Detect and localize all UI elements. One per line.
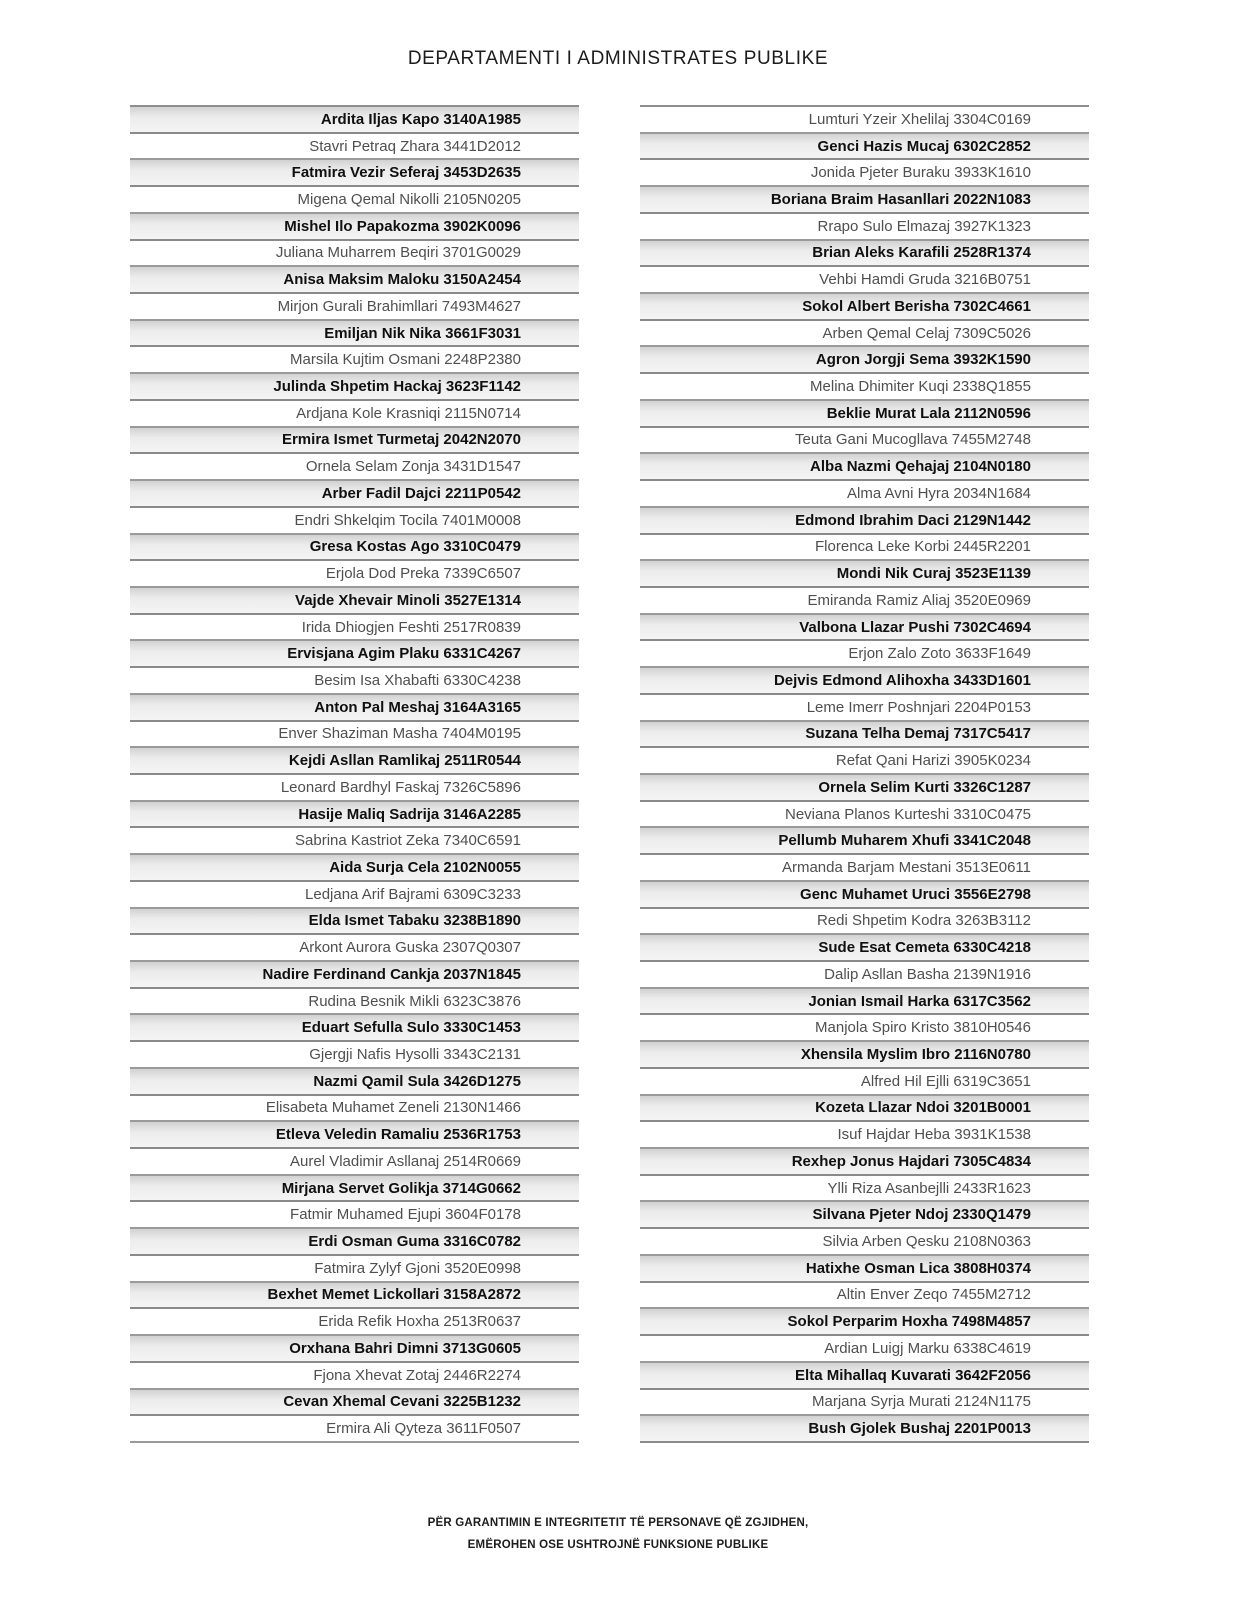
list-item: Anton Pal Meshaj 3164A3165: [130, 695, 579, 722]
list-item: Hasije Maliq Sadrija 3146A2285: [130, 802, 579, 829]
list-item: Anisa Maksim Maloku 3150A2454: [130, 267, 579, 294]
list-item: Redi Shpetim Kodra 3263B3112: [640, 909, 1089, 936]
list-item: Altin Enver Zeqo 7455M2712: [640, 1283, 1089, 1310]
list-item: Juliana Muharrem Beqiri 3701G0029: [130, 241, 579, 268]
name-list-column-left: [130, 105, 579, 1443]
list-item: Emiljan Nik Nika 3661F3031: [130, 321, 579, 348]
list-item: Hatixhe Osman Lica 3808H0374: [640, 1256, 1089, 1283]
list-item: Kozeta Llazar Ndoi 3201B0001: [640, 1096, 1089, 1123]
list-item: Sokol Albert Berisha 7302C4661: [640, 294, 1089, 321]
list-item: Erida Refik Hoxha 2513R0637: [130, 1309, 579, 1336]
footer-line-1: PËR GARANTIMIN E INTEGRITETIT TË PERSONAVE QË ZGJIDHEN,: [427, 1517, 809, 1529]
list-item: Fatmir Muhamed Ejupi 3604F0178: [130, 1202, 579, 1229]
list-item: Refat Qani Harizi 3905K0234: [640, 748, 1089, 775]
list-item: Vajde Xhevair Minoli 3527E1314: [130, 588, 579, 615]
list-item: Lumturi Yzeir Xhelilaj 3304C0169: [640, 107, 1089, 134]
list-item: Genc Muhamet Uruci 3556E2798: [640, 882, 1089, 909]
list-item: Elisabeta Muhamet Zeneli 2130N1466: [130, 1096, 579, 1123]
list-item: Silvana Pjeter Ndoj 2330Q1479: [640, 1202, 1089, 1229]
list-item: Jonida Pjeter Buraku 3933K1610: [640, 160, 1089, 187]
list-item: Vehbi Hamdi Gruda 3216B0751: [640, 267, 1089, 294]
list-item: Eduart Sefulla Sulo 3330C1453: [130, 1015, 579, 1042]
list-item: Arben Qemal Celaj 7309C5026: [640, 321, 1089, 348]
list-item: Rrapo Sulo Elmazaj 3927K1323: [640, 214, 1089, 241]
list-item: Mirjon Gurali Brahimllari 7493M4627: [130, 294, 579, 321]
list-item: Neviana Planos Kurteshi 3310C0475: [640, 802, 1089, 829]
list-item: Dalip Asllan Basha 2139N1916: [640, 962, 1089, 989]
list-item: Alma Avni Hyra 2034N1684: [640, 481, 1089, 508]
list-item: Ledjana Arif Bajrami 6309C3233: [130, 882, 579, 909]
list-item: Genci Hazis Mucaj 6302C2852: [640, 134, 1089, 161]
list-item: Aurel Vladimir Asllanaj 2514R0669: [130, 1149, 579, 1176]
list-item: Leme Imerr Poshnjari 2204P0153: [640, 695, 1089, 722]
list-item: Brian Aleks Karafili 2528R1374: [640, 241, 1089, 268]
list-item: Edmond Ibrahim Daci 2129N1442: [640, 508, 1089, 535]
list-item: Manjola Spiro Kristo 3810H0546: [640, 1015, 1089, 1042]
list-item: Fatmira Vezir Seferaj 3453D2635: [130, 160, 579, 187]
list-item: Rudina Besnik Mikli 6323C3876: [130, 989, 579, 1016]
list-item: Orxhana Bahri Dimni 3713G0605: [130, 1336, 579, 1363]
list-item: Suzana Telha Demaj 7317C5417: [640, 722, 1089, 749]
list-item: Sokol Perparim Hoxha 7498M4857: [640, 1309, 1089, 1336]
list-item: Bush Gjolek Bushaj 2201P0013: [640, 1416, 1089, 1443]
list-item: Marjana Syrja Murati 2124N1175: [640, 1390, 1089, 1417]
list-item: Ermira Ismet Turmetaj 2042N2070: [130, 428, 579, 455]
list-item: Rexhep Jonus Hajdari 7305C4834: [640, 1149, 1089, 1176]
list-item: Enver Shaziman Masha 7404M0195: [130, 722, 579, 749]
list-item: Endri Shkelqim Tocila 7401M0008: [130, 508, 579, 535]
list-item: Migena Qemal Nikolli 2105N0205: [130, 187, 579, 214]
list-item: Etleva Veledin Ramaliu 2536R1753: [130, 1122, 579, 1149]
list-item: Alba Nazmi Qehajaj 2104N0180: [640, 454, 1089, 481]
list-item: Sude Esat Cemeta 6330C4218: [640, 935, 1089, 962]
list-item: Ardjana Kole Krasniqi 2115N0714: [130, 401, 579, 428]
list-item: Arkont Aurora Guska 2307Q0307: [130, 935, 579, 962]
list-item: Nazmi Qamil Sula 3426D1275: [130, 1069, 579, 1096]
list-item: Marsila Kujtim Osmani 2248P2380: [130, 347, 579, 374]
list-item: Agron Jorgji Sema 3932K1590: [640, 347, 1089, 374]
footer: [0, 1512, 1236, 1556]
list-item: Ardian Luigj Marku 6338C4619: [640, 1336, 1089, 1363]
list-item: Xhensila Myslim Ibro 2116N0780: [640, 1042, 1089, 1069]
list-item: Bexhet Memet Lickollari 3158A2872: [130, 1283, 579, 1310]
list-item: Gjergji Nafis Hysolli 3343C2131: [130, 1042, 579, 1069]
list-item: Erjon Zalo Zoto 3633F1649: [640, 641, 1089, 668]
list-item: Emiranda Ramiz Aliaj 3520E0969: [640, 588, 1089, 615]
list-item: Elda Ismet Tabaku 3238B1890: [130, 909, 579, 936]
list-item: Elta Mihallaq Kuvarati 3642F2056: [640, 1363, 1089, 1390]
list-item: Dejvis Edmond Alihoxha 3433D1601: [640, 668, 1089, 695]
list-item: Besim Isa Xhabafti 6330C4238: [130, 668, 579, 695]
list-item: Erdi Osman Guma 3316C0782: [130, 1229, 579, 1256]
name-list-column-right: [640, 105, 1089, 1443]
list-item: Ylli Riza Asanbejlli 2433R1623: [640, 1176, 1089, 1203]
list-item: Cevan Xhemal Cevani 3225B1232: [130, 1390, 579, 1417]
list-item: Isuf Hajdar Heba 3931K1538: [640, 1122, 1089, 1149]
list-item: Gresa Kostas Ago 3310C0479: [130, 535, 579, 562]
list-item: Kejdi Asllan Ramlikaj 2511R0544: [130, 748, 579, 775]
list-item: Armanda Barjam Mestani 3513E0611: [640, 855, 1089, 882]
list-item: Florenca Leke Korbi 2445R2201: [640, 535, 1089, 562]
list-item: Ermira Ali Qyteza 3611F0507: [130, 1416, 579, 1443]
list-item: Ornela Selim Kurti 3326C1287: [640, 775, 1089, 802]
list-item: Jonian Ismail Harka 6317C3562: [640, 989, 1089, 1016]
list-item: Fatmira Zylyf Gjoni 3520E0998: [130, 1256, 579, 1283]
list-item: Leonard Bardhyl Faskaj 7326C5896: [130, 775, 579, 802]
list-item: Boriana Braim Hasanllari 2022N1083: [640, 187, 1089, 214]
list-item: Arber Fadil Dajci 2211P0542: [130, 481, 579, 508]
footer-line-2: EMËROHEN OSE USHTROJNË FUNKSIONE PUBLIKE: [467, 1539, 769, 1551]
list-item: Sabrina Kastriot Zeka 7340C6591: [130, 828, 579, 855]
list-item: Ornela Selam Zonja 3431D1547: [130, 454, 579, 481]
page-title: DEPARTAMENTI I ADMINISTRATES PUBLIKE: [407, 48, 829, 69]
list-item: Nadire Ferdinand Cankja 2037N1845: [130, 962, 579, 989]
list-item: Irida Dhiogjen Feshti 2517R0839: [130, 615, 579, 642]
list-item: Stavri Petraq Zhara 3441D2012: [130, 134, 579, 161]
list-item: Alfred Hil Ejlli 6319C3651: [640, 1069, 1089, 1096]
list-item: Valbona Llazar Pushi 7302C4694: [640, 615, 1089, 642]
list-item: Ervisjana Agim Plaku 6331C4267: [130, 641, 579, 668]
list-item: Teuta Gani Mucogllava 7455M2748: [640, 428, 1089, 455]
list-item: Mondi Nik Curaj 3523E1139: [640, 561, 1089, 588]
list-item: Aida Surja Cela 2102N0055: [130, 855, 579, 882]
list-item: Pellumb Muharem Xhufi 3341C2048: [640, 828, 1089, 855]
list-item: Julinda Shpetim Hackaj 3623F1142: [130, 374, 579, 401]
list-item: Erjola Dod Preka 7339C6507: [130, 561, 579, 588]
list-item: Beklie Murat Lala 2112N0596: [640, 401, 1089, 428]
list-item: Silvia Arben Qesku 2108N0363: [640, 1229, 1089, 1256]
list-item: Mishel Ilo Papakozma 3902K0096: [130, 214, 579, 241]
list-item: Fjona Xhevat Zotaj 2446R2274: [130, 1363, 579, 1390]
list-item: Melina Dhimiter Kuqi 2338Q1855: [640, 374, 1089, 401]
list-item: Mirjana Servet Golikja 3714G0662: [130, 1176, 579, 1203]
list-item: Ardita Iljas Kapo 3140A1985: [130, 107, 579, 134]
